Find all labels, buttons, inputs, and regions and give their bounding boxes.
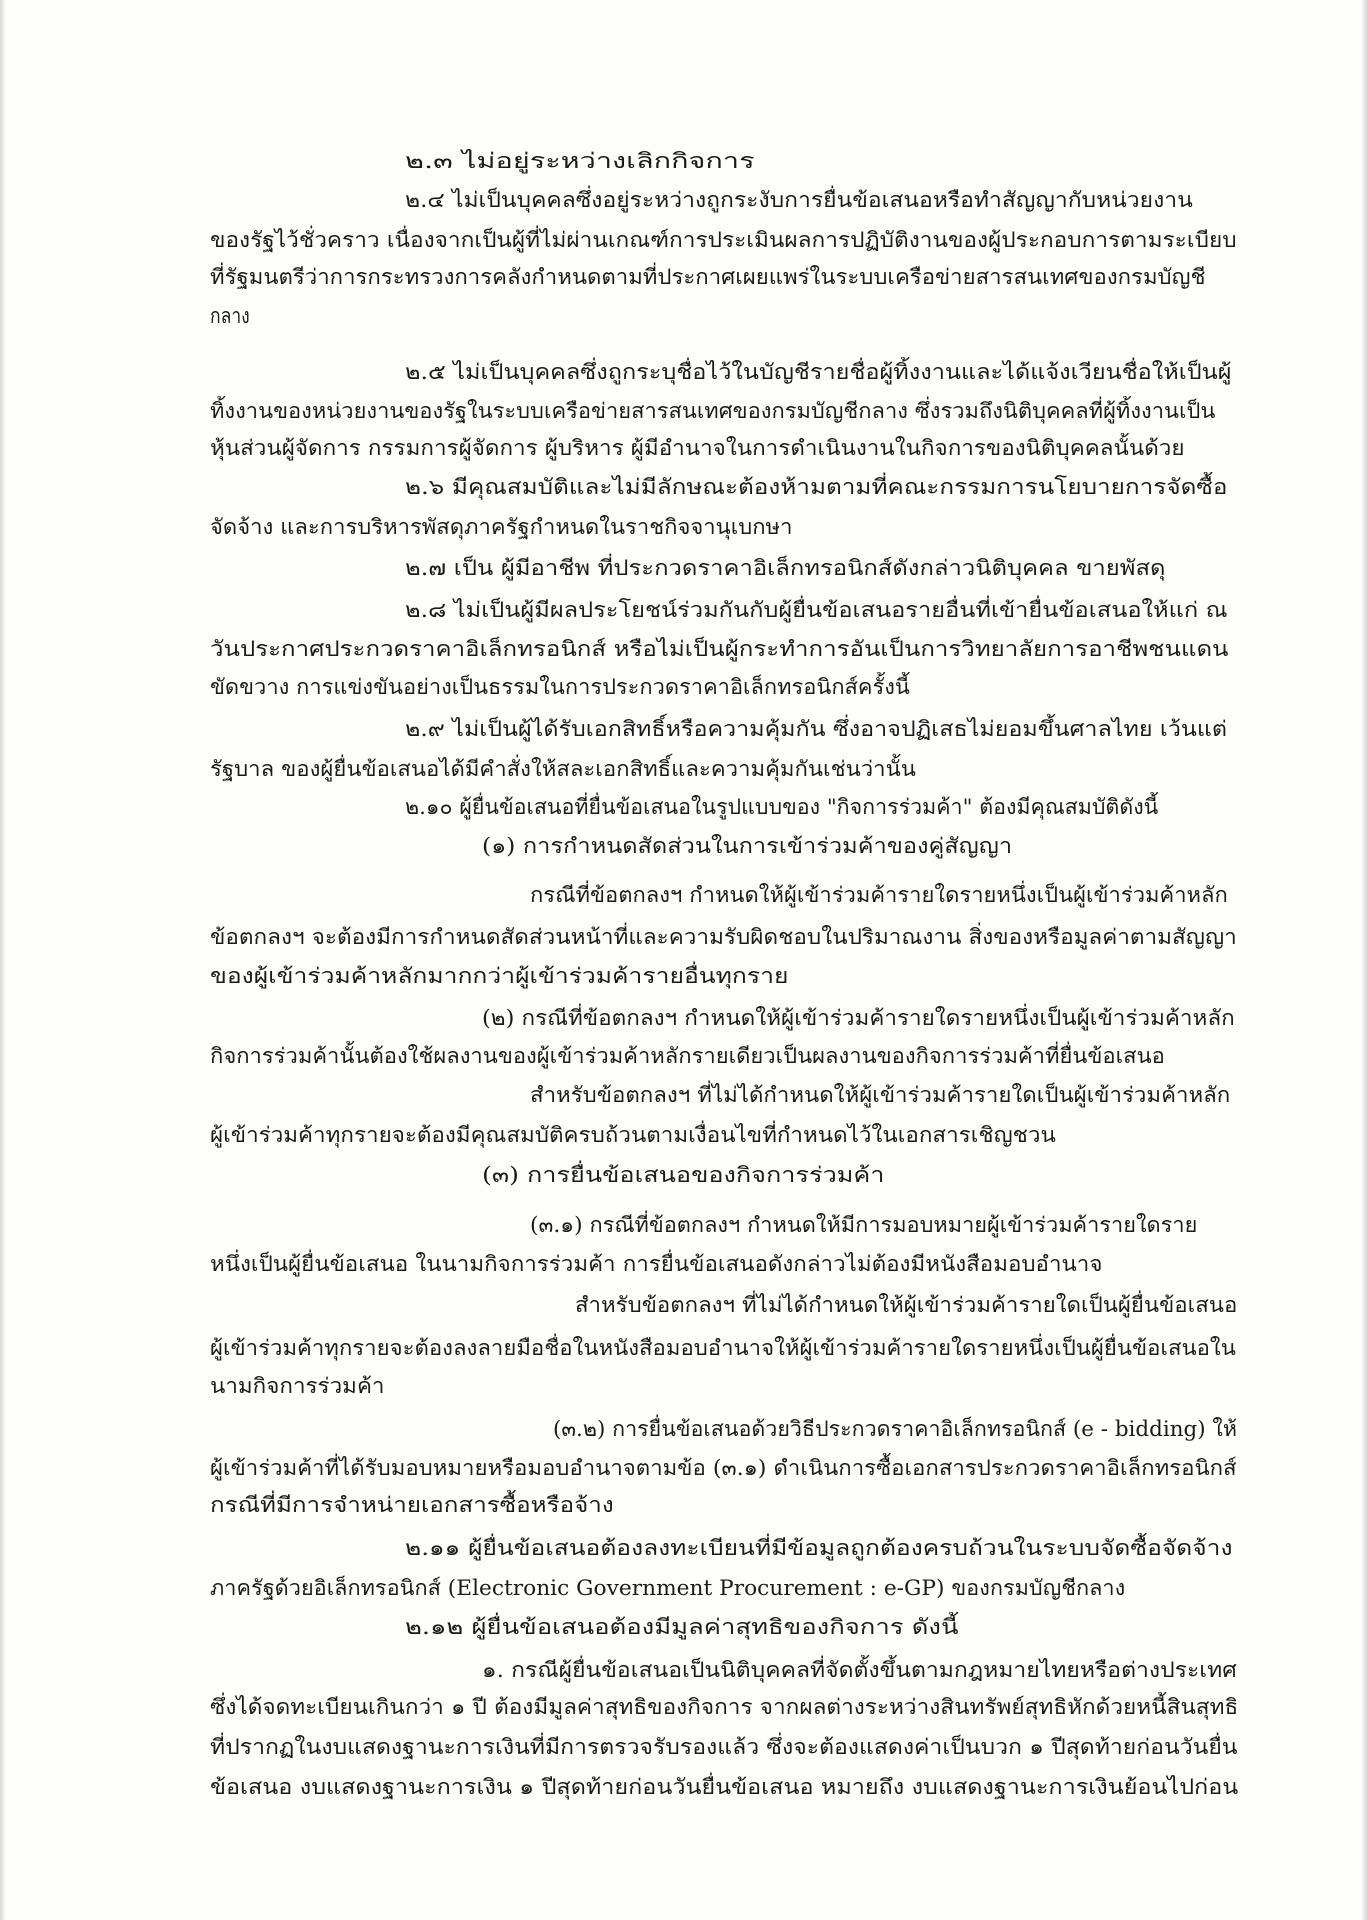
text-line: กิจการร่วมค้านั้นต้องใช้ผลงานของผู้เข้าร่วมค้าหลักรายเดียวเป็นผลงานของกิจการร่วมค้าที่ยื่นข้อเสนอ	[210, 1044, 1165, 1068]
text-line: ๒.๓ ไม่อยู่ระหว่างเลิกกิจการ	[405, 149, 755, 173]
text-line: สำหรับข้อตกลงฯ ที่ไม่ได้กำหนดให้ผู้เข้าร่วมค้ารายใดเป็นผู้เข้าร่วมค้าหลัก	[530, 1083, 1231, 1107]
text-line: ข้อตกลงฯ จะต้องมีการกำหนดสัดส่วนหน้าที่และความรับผิดชอบในปริมาณงาน สิ่งของหรือมูลค่าตามสัญญา	[210, 925, 1237, 949]
text-line: กลาง	[210, 304, 250, 328]
text-line: สำหรับข้อตกลงฯ ที่ไม่ได้กำหนดให้ผู้เข้าร่วมค้ารายใดเป็นผู้ยื่นข้อเสนอ	[575, 1293, 1238, 1317]
text-line: ของรัฐไว้ชั่วคราว เนื่องจากเป็นผู้ที่ไม่ผ่านเกณฑ์การประเมินผลการปฏิบัติงานของผู้ประกอบการตามระเบียบ	[210, 228, 1237, 252]
text-line: ๑. กรณีผู้ยื่นข้อเสนอเป็นนิติบุคคลที่จัดตั้งขึ้นตามกฎหมายไทยหรือต่างประเทศ	[482, 1658, 1237, 1682]
text-line: (๓.๒) การยื่นข้อเสนอด้วยวิธีประกวดราคาอิเล็กทรอนิกส์ (e - bidding) ให้	[553, 1417, 1238, 1441]
text-line: วันประกาศประกวดราคาอิเล็กทรอนิกส์ หรือไม่เป็นผู้กระทำการอันเป็นการวิทยาลัยการอาชีพชนแดน	[210, 637, 1229, 661]
text-line: กรณีที่ข้อตกลงฯ กำหนดให้ผู้เข้าร่วมค้ารายใดรายหนึ่งเป็นผู้เข้าร่วมค้าหลัก	[530, 883, 1228, 907]
text-line: หนึ่งเป็นผู้ยื่นข้อเสนอ ในนามกิจการร่วมค้า การยื่นข้อเสนอดังกล่าวไม่ต้องมีหนังสือมอบอำนาจ	[210, 1252, 1103, 1276]
text-line: ๒.๔ ไม่เป็นบุคคลซึ่งอยู่ระหว่างถูกระงับการยื่นข้อเสนอหรือทำสัญญากับหน่วยงาน	[405, 188, 1193, 212]
text-line: ๒.๙ ไม่เป็นผู้ได้รับเอกสิทธิ์หรือความคุ้มกัน ซึ่งอาจปฏิเสธไม่ยอมขึ้นศาลไทย เว้นแต่	[405, 717, 1227, 741]
text-line: ผู้เข้าร่วมค้าทุกรายจะต้องมีคุณสมบัติครบถ้วนตามเงื่อนไขที่กำหนดไว้ในเอกสารเชิญชวน	[210, 1123, 1056, 1147]
text-line: ทิ้งงานของหน่วยงานของรัฐในระบบเครือข่ายสารสนเทศของกรมบัญชีกลาง ซึ่งรวมถึงนิติบุคคลที่ผู้ทิ้งงานเป็น	[210, 399, 1216, 423]
text-line: (๓) การยื่นข้อเสนอของกิจการร่วมค้า	[482, 1163, 885, 1187]
text-line: ๒.๗ เป็น ผู้มีอาชีพ ที่ประกวดราคาอิเล็กทรอนิกส์ดังกล่าวนิติบุคคล ขายพัสดุ	[405, 556, 1166, 580]
text-line: ที่ปรากฏในงบแสดงฐานะการเงินที่มีการตรวจรับรองแล้ว ซึ่งจะต้องแสดงค่าเป็นบวก ๑ ปีสุดท้ายก่อนวันยื่น	[210, 1735, 1238, 1759]
text-line: ของผู้เข้าร่วมค้าหลักมากกว่าผู้เข้าร่วมค้ารายอื่นทุกราย	[210, 964, 789, 988]
text-line: ผู้เข้าร่วมค้าทุกรายจะต้องลงลายมือชื่อในหนังสือมอบอำนาจให้ผู้เข้าร่วมค้ารายใดรายหนึ่งเป็นผู้ยื่นข้อเสนอใน	[210, 1336, 1236, 1360]
text-line: หุ้นส่วนผู้จัดการ กรรมการผู้จัดการ ผู้บริหาร ผู้มีอำนาจในการดำเนินงานในกิจการของนิติบุคคลนั้นด้วย	[210, 436, 1185, 460]
text-line: จัดจ้าง และการบริหารพัสดุภาครัฐกำหนดในราชกิจจานุเบกษา	[210, 515, 793, 539]
text-line: (๒) กรณีที่ข้อตกลงฯ กำหนดให้ผู้เข้าร่วมค้ารายใดรายหนึ่งเป็นผู้เข้าร่วมค้าหลัก	[482, 1006, 1235, 1030]
text-line: ๒.๖ มีคุณสมบัติและไม่มีลักษณะต้องห้ามตามที่คณะกรรมการนโยบายการจัดซื้อ	[405, 475, 1228, 499]
text-line: (๑) การกำหนดสัดส่วนในการเข้าร่วมค้าของคู่สัญญา	[482, 834, 1013, 858]
text-line: ๒.๘ ไม่เป็นผู้มีผลประโยชน์ร่วมกันกับผู้ยื่นข้อเสนอรายอื่นที่เข้ายื่นข้อเสนอให้แก่ ณ	[405, 598, 1228, 622]
text-line: ๒.๕ ไม่เป็นบุคคลซึ่งถูกระบุชื่อไว้ในบัญชีรายชื่อผู้ทิ้งงานและได้แจ้งเวียนชื่อให้เป็นผู้	[405, 360, 1232, 384]
text-line: ผู้เข้าร่วมค้าที่ได้รับมอบหมายหรือมอบอำนาจตามข้อ (๓.๑) ดำเนินการซื้อเอกสารประกวดราคาอิเล็กทรอนิกส์	[210, 1456, 1237, 1480]
text-line: ๒.๑๐ ผู้ยื่นข้อเสนอที่ยื่นข้อเสนอในรูปแบบของ "กิจการร่วมค้า" ต้องมีคุณสมบัติดังนี้	[405, 795, 1159, 819]
scan-right-edge	[1361, 0, 1367, 1920]
text-line: ข้อเสนอ งบแสดงฐานะการเงิน ๑ ปีสุดท้ายก่อนวันยื่นข้อเสนอ หมายถึง งบแสดงฐานะการเงินย้อนไปก่อน	[210, 1775, 1239, 1799]
text-line: ๒.๑๒ ผู้ยื่นข้อเสนอต้องมีมูลค่าสุทธิของกิจการ ดังนี้	[405, 1615, 959, 1639]
text-line: นามกิจการร่วมค้า	[210, 1374, 385, 1398]
scan-left-edge	[0, 0, 6, 1920]
text-line: (๓.๑) กรณีที่ข้อตกลงฯ กำหนดให้มีการมอบหมายผู้เข้าร่วมค้ารายใดราย	[530, 1213, 1198, 1237]
text-line: รัฐบาล ของผู้ยื่นข้อเสนอได้มีคำสั่งให้สละเอกสิทธิ์และความคุ้มกันเช่นว่านั้น	[210, 757, 916, 781]
text-line: ที่รัฐมนตรีว่าการกระทรวงการคลังกำหนดตามที่ประกาศเผยแพร่ในระบบเครือข่ายสารสนเทศของกรมบัญชี	[210, 265, 1206, 289]
text-line: ขัดขวาง การแข่งขันอย่างเป็นธรรมในการประกวดราคาอิเล็กทรอนิกส์ครั้งนี้	[210, 675, 910, 699]
text-line: กรณีที่มีการจำหน่ายเอกสารซื้อหรือจ้าง	[210, 1493, 614, 1517]
text-line: ๒.๑๑ ผู้ยื่นข้อเสนอต้องลงทะเบียนที่มีข้อมูลถูกต้องครบถ้วนในระบบจัดซื้อจัดจ้าง	[405, 1536, 1233, 1560]
text-line: ภาครัฐด้วยอิเล็กทรอนิกส์ (Electronic Government Procurement : e-GP) ของกรมบัญชีกลาง	[210, 1576, 1126, 1600]
text-line: ซึ่งได้จดทะเบียนเกินกว่า ๑ ปี ต้องมีมูลค่าสุทธิของกิจการ จากผลต่างระหว่างสินทรัพย์สุทธิหักด้วยหนี้สินสุทธิ	[210, 1695, 1239, 1719]
